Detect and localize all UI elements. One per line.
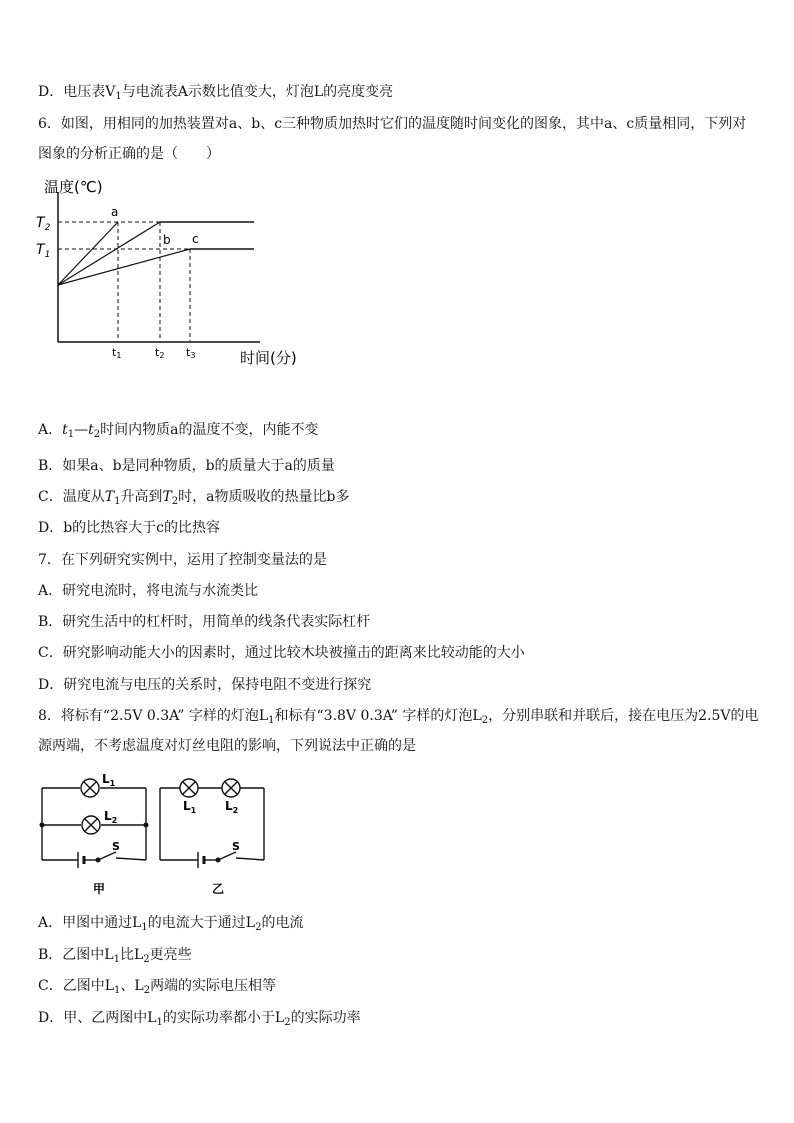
- y-tick-t1: $T_1$: [36, 242, 51, 260]
- q7-option-d: D．研究电流与电压的关系时，保持电阻不变进行探究: [38, 677, 372, 693]
- label-l1: $L_1$: [183, 799, 197, 815]
- label-l2: $L_2$: [225, 799, 239, 815]
- q8-option-b: B．乙图中$L_1$比$L_2$更亮些: [38, 947, 192, 965]
- curve-label-a: a: [111, 205, 119, 219]
- q6-option-c: C．温度从$T_1$升高到$T_2$时，a物质吸收的热量比b多: [38, 489, 350, 507]
- q8-stem: 8．将标有“2.5V 0.3A” 字样的灯泡$L_1$和标有“3.8V 0.3A” 字样的灯泡$L_2$，分别串联和并联后，接在电压为2.5V的电源两端，不考虑温度对灯丝电阻的影响，下列说法中正确的是: [38, 708, 759, 754]
- x-tick-t3: t3: [186, 346, 196, 360]
- q8-option-c: C．乙图中$L_1$、$L_2$两端的实际电压相等: [38, 978, 277, 996]
- label-l2: $L_2$: [104, 809, 118, 825]
- label-l1: $L_1$: [102, 772, 116, 788]
- label-switch: S: [112, 840, 120, 853]
- x-axis-label: 时间(分): [240, 349, 297, 367]
- y-tick-t2: $T_2$: [36, 215, 51, 233]
- q8-circuit-diagrams: [36, 770, 276, 900]
- q7-stem: 7．在下列研究实例中，运用了控制变量法的是: [38, 552, 327, 568]
- curve-c-line: [58, 249, 190, 285]
- caption-yi: 乙: [212, 882, 225, 896]
- label-switch: S: [232, 840, 240, 853]
- q8-option-d: D．甲、乙两图中$L_1$的实际功率都小于$L_2$的实际功率: [38, 1010, 361, 1028]
- q7-option-c: C．研究影响动能大小的因素时，通过比较木块被撞击的距离来比较动能的大小: [38, 645, 525, 661]
- battery-icon: [78, 852, 84, 868]
- lamp-icon: [180, 779, 198, 797]
- q6-temperature-graph: [30, 170, 320, 375]
- switch-icon: [216, 852, 236, 862]
- curve-label-b: b: [163, 233, 171, 247]
- q6-option-d: D．b的比热容大于c的比热容: [38, 520, 221, 536]
- x-tick-t1: t1: [112, 346, 122, 360]
- q6-stem: 6．如图，用相同的加热装置对a、b、c三种物质加热时它们的温度随时间变化的图象，其中a、c质量相同，下列对图象的分析正确的是（ ）: [38, 116, 747, 162]
- q5-option-d: D．电压表$V_1$与电流表A示数比值变大，灯泡L的亮度变亮: [38, 84, 394, 102]
- battery-icon: [198, 852, 204, 868]
- curve-label-c: c: [192, 232, 199, 246]
- q8-option-a: A．甲图中通过$L_1$的电流大于通过$L_2$的电流: [38, 915, 304, 933]
- q6-option-b: B．如果a、b是同种物质，b的质量大于a的质量: [38, 458, 335, 474]
- circuit-yi: [160, 788, 264, 860]
- q6-option-a: A．$t_1—t_2$时间内物质a的温度不变，内能不变: [38, 422, 319, 440]
- q7-option-a: A．研究电流时，将电流与水流类比: [38, 583, 259, 599]
- lamp-icon: [222, 779, 240, 797]
- lamp-icon: [82, 816, 100, 834]
- junction-dot: [40, 823, 45, 828]
- junction-dot: [144, 823, 149, 828]
- caption-jia: 甲: [93, 882, 106, 896]
- lamp-icon: [81, 779, 99, 797]
- q7-option-b: B．研究生活中的杠杆时，用简单的线条代表实际杠杆: [38, 614, 371, 630]
- switch-icon: [96, 852, 116, 862]
- x-tick-t2: t2: [155, 346, 165, 360]
- y-axis-label: 温度(℃): [44, 178, 103, 196]
